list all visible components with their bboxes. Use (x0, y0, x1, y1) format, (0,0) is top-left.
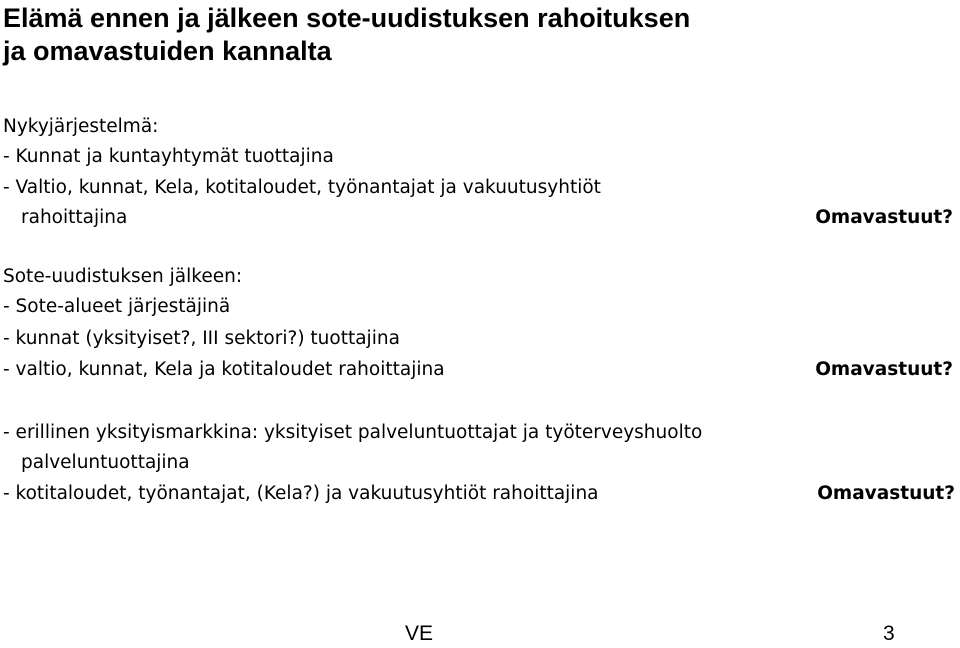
private-market-producers-cont: palveluntuottajina (21, 452, 190, 473)
current-system-funders-cont: rahoittajina (21, 207, 128, 228)
private-market-producers: - erillinen yksityismarkkina: yksityiset palveluntuottajat ja työterveyshuolto (3, 422, 703, 443)
current-system-producers: - Kunnat ja kuntayhtymät tuottajina (3, 146, 334, 167)
private-market-funders: - kotitaloudet, työnantajat, (Kela?) ja vakuutusyhtiöt rahoittajina (3, 483, 599, 504)
slide-title-line-1: Elämä ennen ja jälkeen sote-uudistuksen rahoituksen (3, 3, 691, 33)
after-reform-heading: Sote-uudistuksen jälkeen: (3, 266, 243, 287)
after-reform-organizers: - Sote-alueet järjestäjinä (3, 296, 231, 317)
current-system-omavastuut: Omavastuut? (815, 207, 953, 228)
slide-title (3, 2, 690, 68)
current-system-heading: Nykyjärjestelmä: (3, 116, 159, 137)
footer-author: VE (405, 622, 434, 645)
private-market-omavastuut: Omavastuut? (817, 483, 955, 504)
slide-title-line-2: ja omavastuiden kannalta (3, 36, 332, 66)
current-system-funders: - Valtio, kunnat, Kela, kotitaloudet, työnantajat ja vakuutusyhtiöt (3, 177, 601, 198)
after-reform-funders: - valtio, kunnat, Kela ja kotitaloudet rahoittajina (3, 359, 445, 380)
after-reform-omavastuut: Omavastuut? (815, 359, 953, 380)
after-reform-producers: - kunnat (yksityiset?, III sektori?) tuottajina (3, 328, 400, 349)
page-number: 3 (883, 622, 895, 645)
